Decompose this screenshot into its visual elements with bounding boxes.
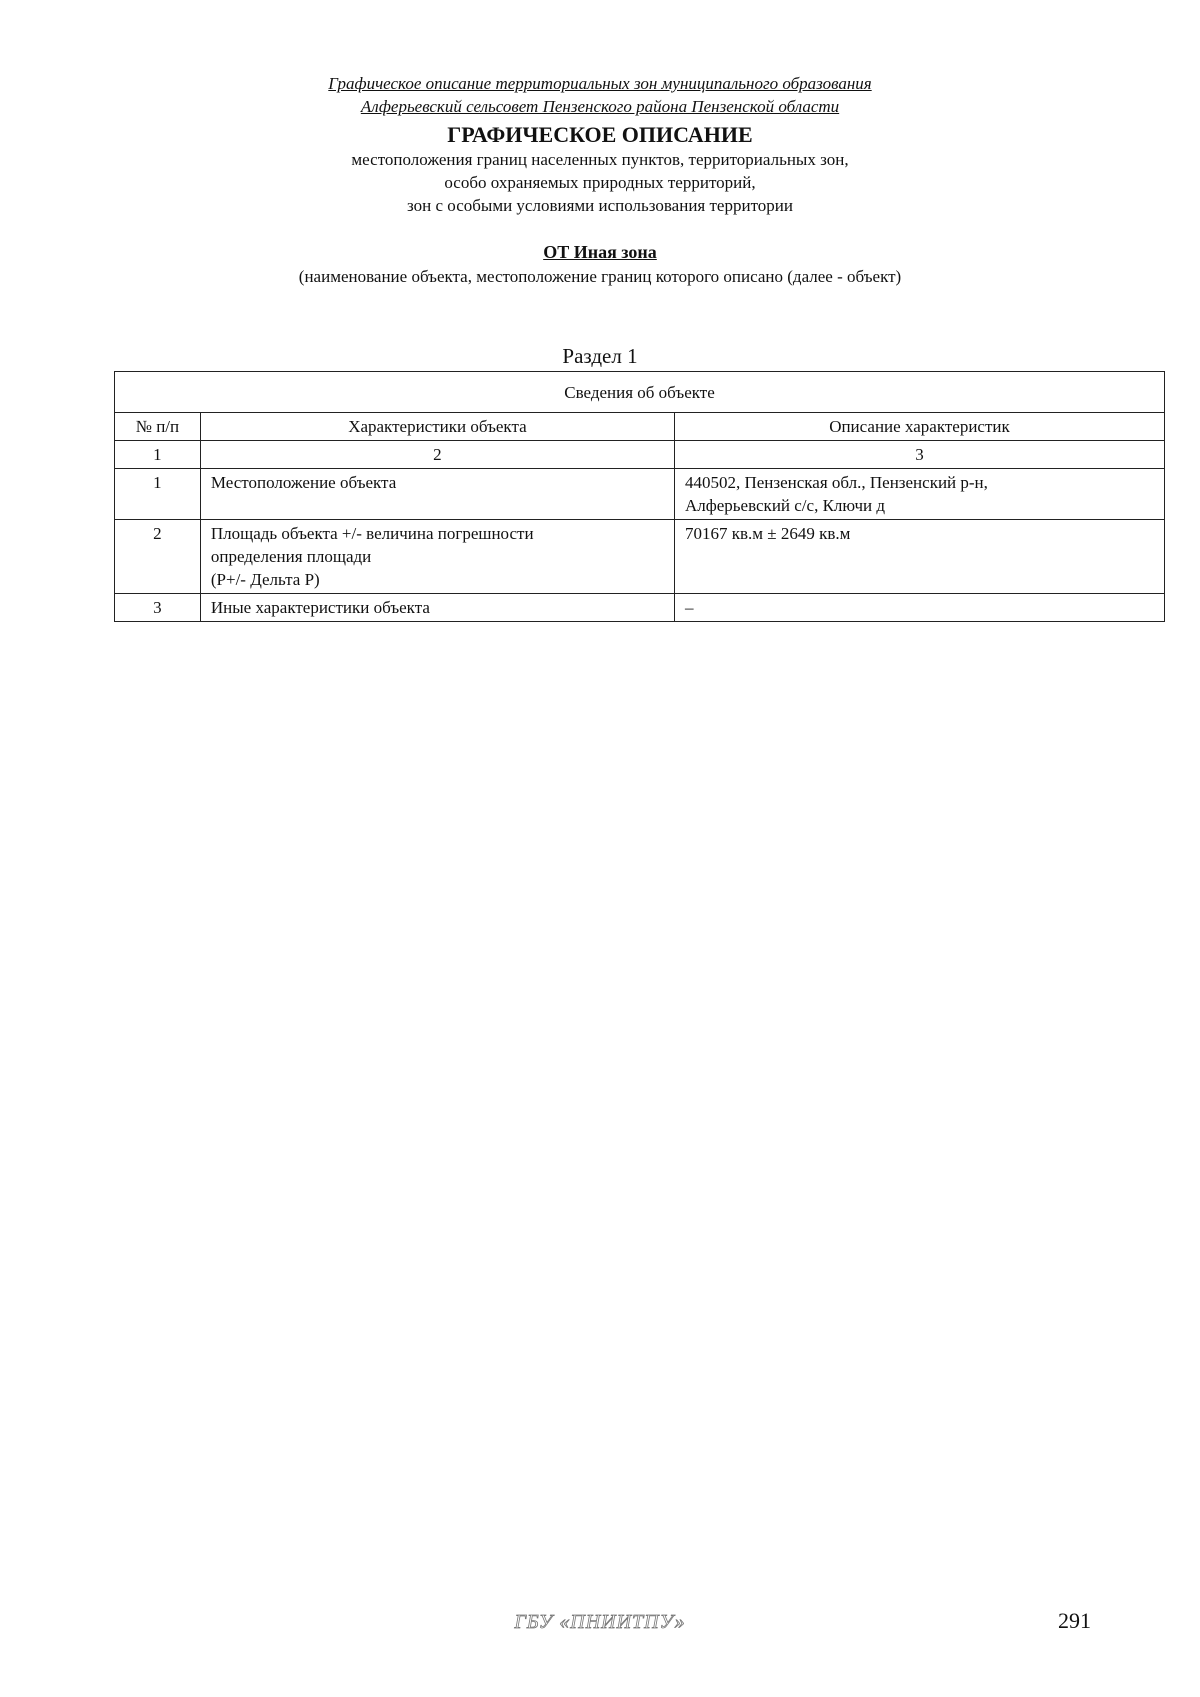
row-number: 1: [115, 469, 201, 520]
characteristic-line: Иные характеристики объекта: [210, 598, 430, 617]
row-description: [674, 594, 1164, 622]
characteristic-line: (P+/- Дельта P): [210, 570, 320, 589]
subtitle-line-3: зон с особыми условиями использования территории: [407, 196, 793, 215]
row-characteristic: [200, 469, 674, 520]
header-line-1: Графическое описание территориальных зон муниципального образования: [328, 74, 872, 93]
description-line: 440502, Пензенская обл., Пензенский р-н,: [684, 473, 988, 492]
object-name: ОТ Иная зона: [543, 242, 657, 262]
description-line: –: [684, 598, 694, 617]
column-number-1: 1: [115, 441, 201, 469]
header-line-2: Алферьевский сельсовет Пензенского района Пензенской области: [360, 97, 840, 116]
subtitle: [0, 148, 1200, 217]
row-description: [674, 520, 1164, 594]
object-info-table: [114, 371, 1165, 622]
table-row: [115, 594, 1165, 622]
column-header-characteristic: Характеристики объекта: [200, 413, 674, 441]
description-line: 70167 кв.м ± 2649 кв.м: [684, 524, 851, 543]
row-characteristic: [200, 594, 674, 622]
row-number: 2: [115, 520, 201, 594]
table-row: [115, 520, 1165, 594]
row-number: 3: [115, 594, 201, 622]
table-caption: Сведения об объекте: [115, 372, 1165, 413]
column-header-description: Описание характеристик: [674, 413, 1164, 441]
characteristic-line: определения площади: [210, 547, 372, 566]
column-header-number: № п/п: [115, 413, 201, 441]
table-header-row: [115, 413, 1165, 441]
column-number-3: 3: [674, 441, 1164, 469]
section-title: Раздел 1: [562, 344, 638, 368]
subtitle-line-1: местоположения границ населенных пунктов, территориальных зон,: [351, 150, 849, 169]
footer-organization: ГБУ «ПНИИТПУ»: [514, 1611, 686, 1633]
column-number-2: 2: [200, 441, 674, 469]
table-row: [115, 469, 1165, 520]
characteristic-line: Местоположение объекта: [210, 473, 397, 492]
table-caption-row: [115, 372, 1165, 413]
description-line: Алферьевский с/с, Ключи д: [684, 496, 886, 515]
main-title: ГРАФИЧЕСКОЕ ОПИСАНИЕ: [447, 122, 753, 147]
column-number-row: [115, 441, 1165, 469]
document-header: [0, 72, 1200, 118]
row-characteristic: [200, 520, 674, 594]
page-number: 291: [1058, 1608, 1091, 1633]
characteristic-line: Площадь объекта +/- величина погрешности: [210, 524, 534, 543]
row-description: [674, 469, 1164, 520]
subtitle-line-2: особо охраняемых природных территорий,: [444, 173, 756, 192]
object-caption: (наименование объекта, местоположение границ которого описано (далее - объект): [298, 267, 902, 286]
